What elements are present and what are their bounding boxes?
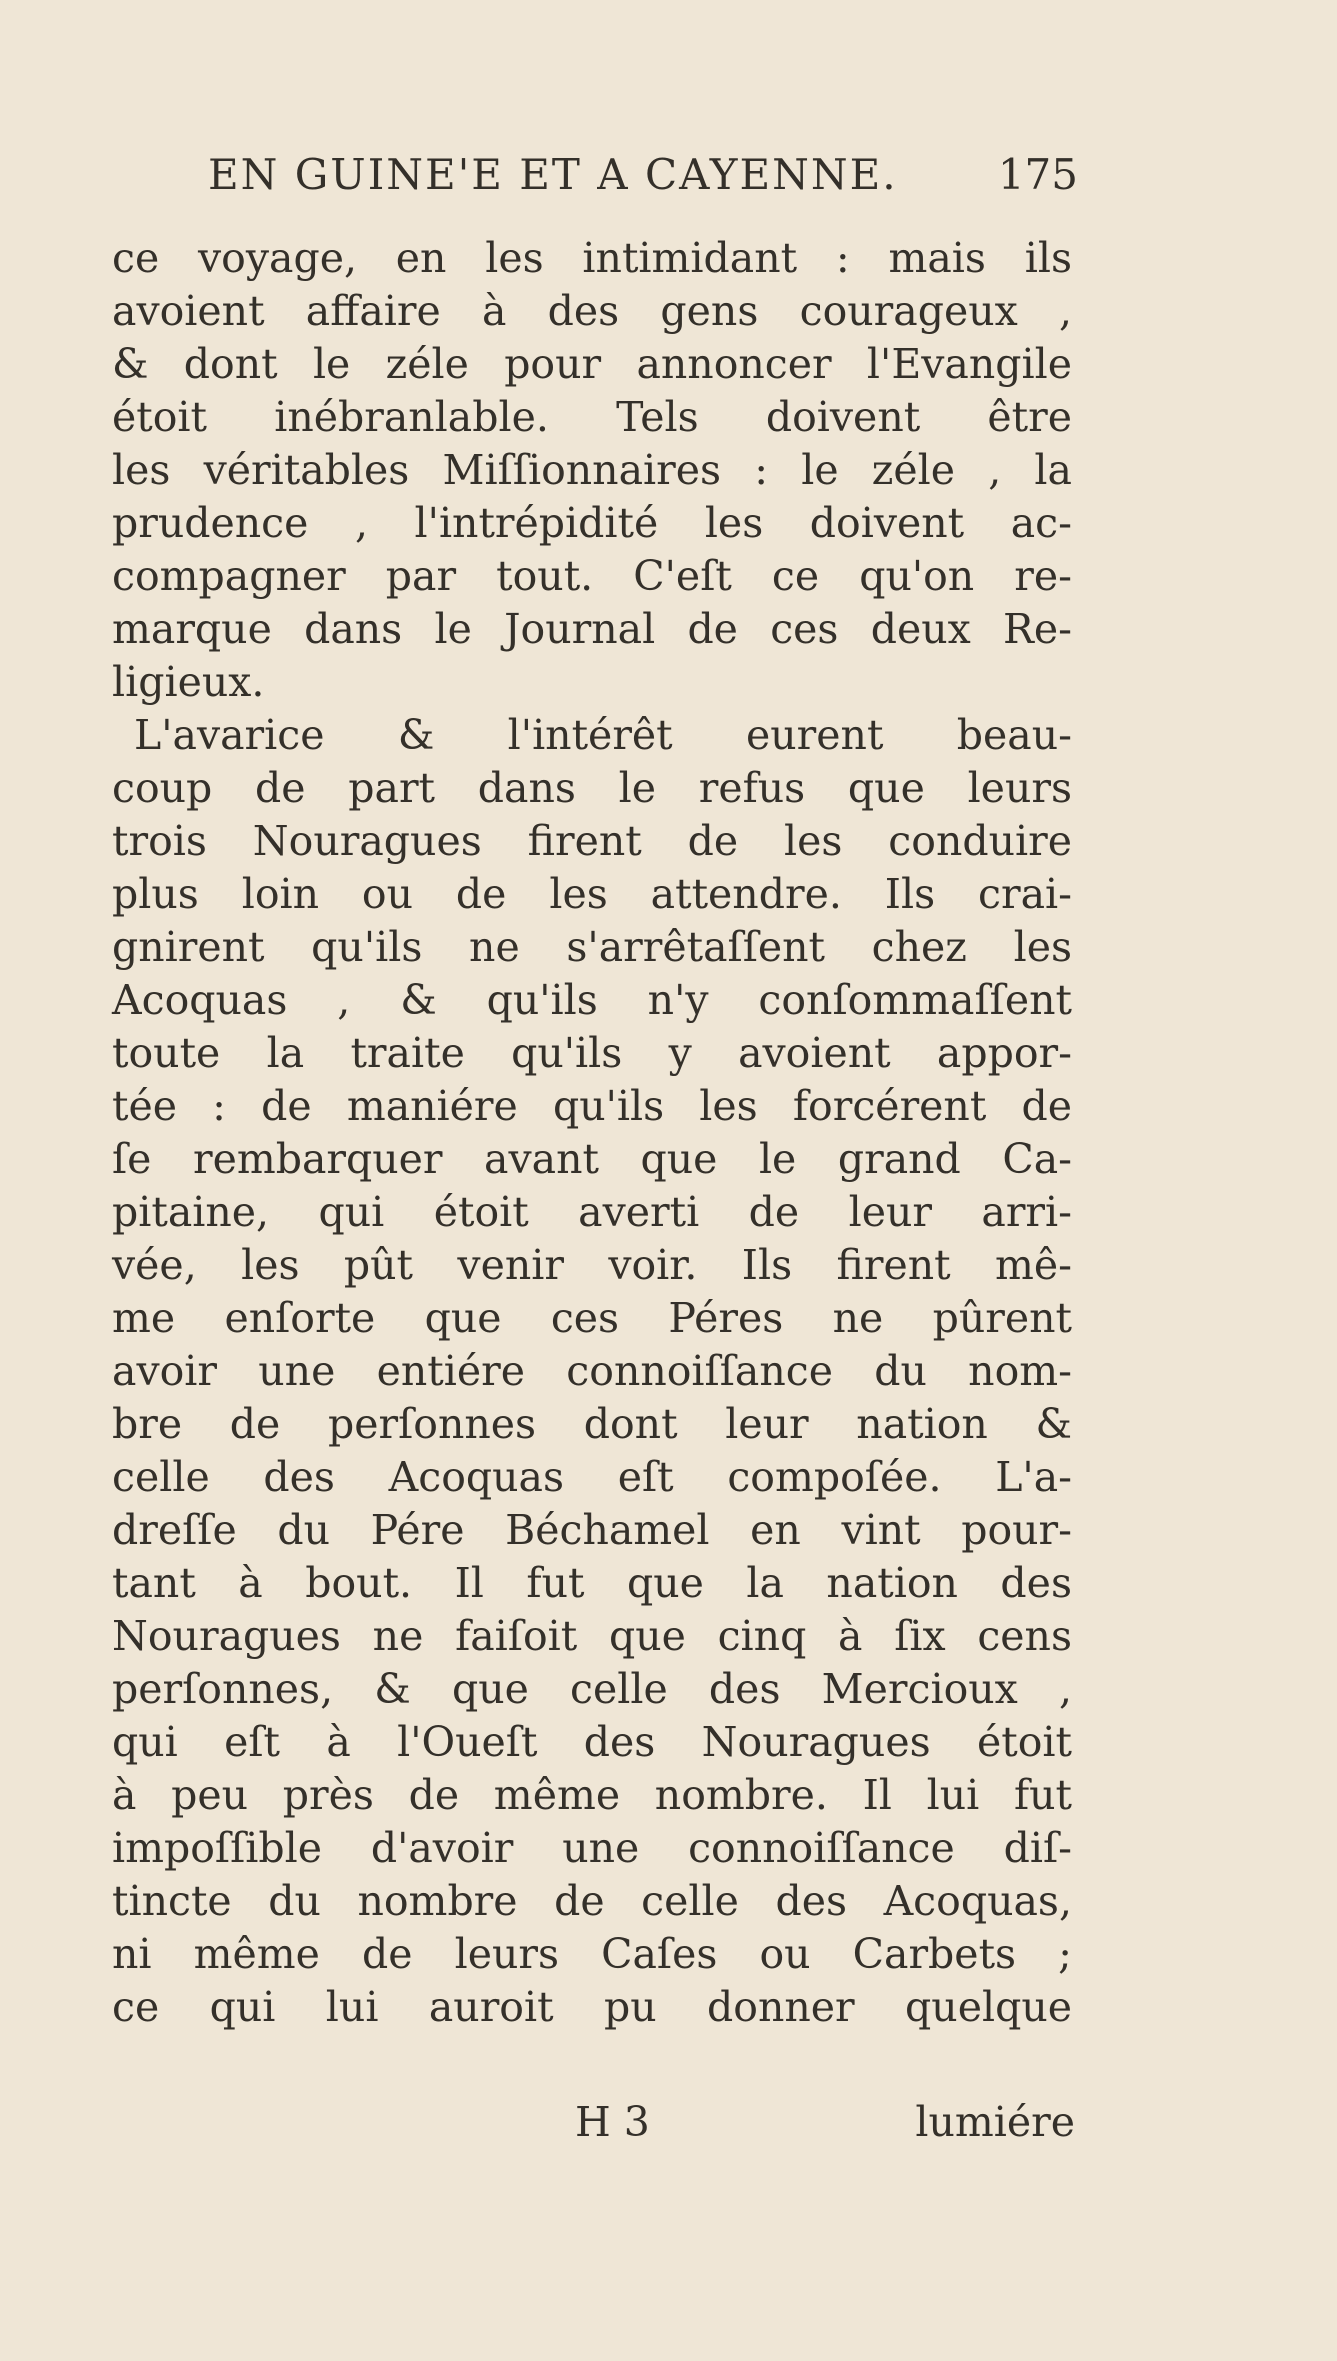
text-line: perſonnes, & que celle des Mercioux ,: [112, 1665, 1072, 1713]
text-line: vée, les pût venir voir. Ils firent mê-: [112, 1241, 1072, 1289]
text-line: gnirent qu'ils ne s'arrêtaſſent chez les: [112, 923, 1072, 971]
text-line: ce qui lui auroit pu donner quelque: [112, 1983, 1072, 2031]
text-line: dreſſe du Pére Béchamel en vint pour-: [112, 1506, 1072, 1554]
text-line: toute la traite qu'ils y avoient appor-: [112, 1029, 1072, 1077]
text-line: plus loin ou de les attendre. Ils crai-: [112, 870, 1072, 918]
text-line: marque dans le Journal de ces deux Re-: [112, 605, 1072, 653]
text-line: avoient affaire à des gens courageux ,: [112, 287, 1072, 335]
running-title: EN GUINE'E ET A CAYENNE.: [208, 150, 898, 199]
text-line: les véritables Miſſionnaires : le zéle , la: [112, 446, 1072, 494]
text-line: Acoquas , & qu'ils n'y conſommaſſent: [112, 976, 1072, 1024]
text-line: me enſorte que ces Péres ne pûrent: [112, 1294, 1072, 1342]
text-line: bre de perſonnes dont leur nation &: [112, 1400, 1072, 1448]
text-line: ſe rembarquer avant que le grand Ca-: [112, 1135, 1072, 1183]
text-line: tant à bout. Il fut que la nation des: [112, 1559, 1072, 1607]
text-line: à peu près de même nombre. Il lui fut: [112, 1771, 1072, 1819]
catchword: lumiére: [915, 2098, 1075, 2146]
page-number: 175: [997, 150, 1078, 199]
text-line: impoſſible d'avoir une connoiſſance diſ-: [112, 1824, 1072, 1872]
text-line: ligieux.: [112, 658, 265, 706]
text-line: tée : de maniére qu'ils les forcérent de: [112, 1082, 1072, 1130]
text-line: qui eſt à l'Oueſt des Nouragues étoit: [112, 1718, 1072, 1766]
text-line: ni même de leurs Caſes ou Carbets ;: [112, 1930, 1072, 1978]
text-line: celle des Acoquas eſt compoſée. L'a-: [112, 1453, 1072, 1501]
text-line: tincte du nombre de celle des Acoquas,: [112, 1877, 1072, 1925]
text-line: Nouragues ne faiſoit que cinq à ſix cens: [112, 1612, 1072, 1660]
text-line: compagner par tout. C'eſt ce qu'on re-: [112, 552, 1072, 600]
text-line: coup de part dans le refus que leurs: [112, 764, 1072, 812]
text-line: & dont le zéle pour annoncer l'Evangile: [112, 340, 1072, 388]
text-line: étoit inébranlable. Tels doivent être: [112, 393, 1072, 441]
page-footer: [575, 2098, 1075, 2158]
page-header: [208, 150, 1078, 210]
text-line: trois Nouragues firent de les conduire: [112, 817, 1072, 865]
signature-mark: H 3: [575, 2098, 650, 2146]
body-text: [112, 232, 1072, 2034]
text-line: pitaine, qui étoit averti de leur arri-: [112, 1188, 1072, 1236]
text-line: avoir une entiére connoiſſance du nom-: [112, 1347, 1072, 1395]
text-line: ce voyage, en les intimidant : mais ils: [112, 234, 1072, 282]
text-line: prudence , l'intrépidité les doivent ac-: [112, 499, 1072, 547]
text-line: L'avarice & l'intérêt eurent beau-: [134, 711, 1072, 759]
